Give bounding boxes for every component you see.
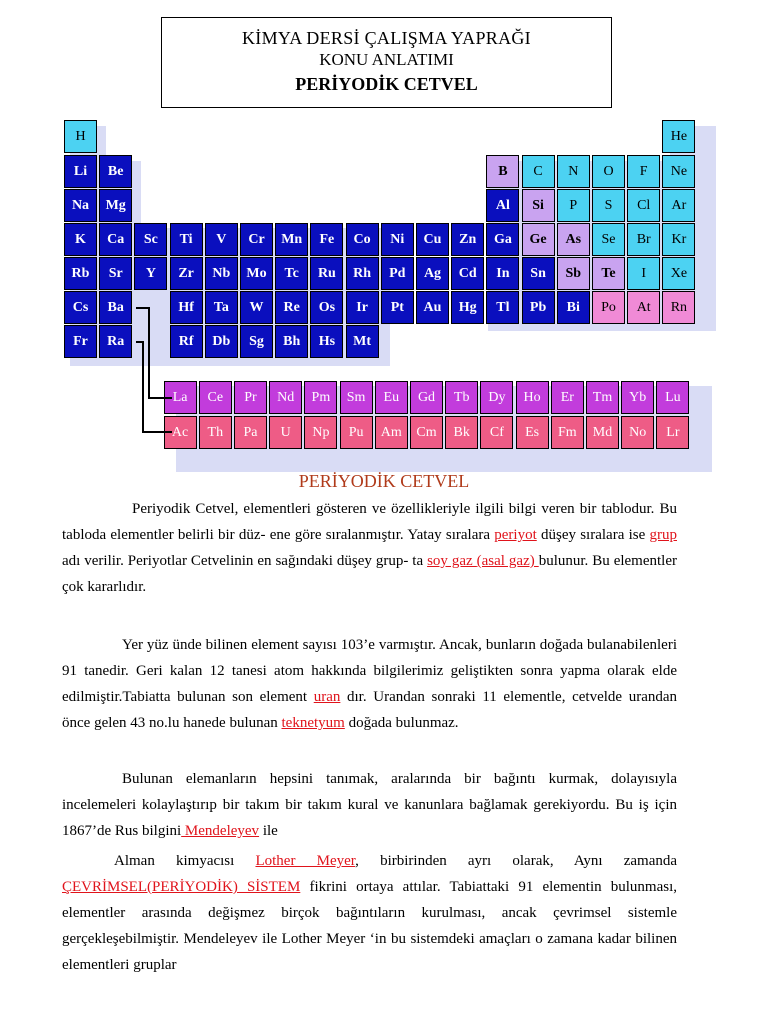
element-cell-kr: Kr (662, 223, 695, 256)
term-uran: uran (313, 689, 341, 705)
element-cell-th: Th (199, 416, 232, 449)
element-cell-cl: Cl (627, 189, 660, 222)
element-cell-hs: Hs (310, 325, 343, 358)
element-cell-n: N (557, 155, 590, 188)
p3-text-a: Bulunan elemanların hepsini tanımak, aralarında bir bağıntı kurmak, dolayısıyla incelemeleri kolaylaştırıp bir takım bir takım kural ve kanunlara bağlamak gerekiyordu. Bu iş için 1867’de Rus bilgini (62, 771, 677, 839)
element-cell-ne: Ne (662, 155, 695, 188)
element-cell-te: Te (592, 257, 625, 290)
element-cell-mo: Mo (240, 257, 273, 290)
element-cell-rf: Rf (170, 325, 203, 358)
element-cell-li: Li (64, 155, 97, 188)
element-cell-si: Si (522, 189, 555, 222)
p1-text-e: bulunur. Bu elementler çok kararlıdır. (62, 553, 677, 595)
element-cell-tb: Tb (445, 381, 478, 414)
element-cell-pu: Pu (340, 416, 373, 449)
element-cell-se: Se (592, 223, 625, 256)
term-cevrimsel-sistem: ÇEVRİMSEL(PERİYODİK) SİSTEM (62, 879, 301, 895)
p4-text-b: , birbirinden ayrı olarak, Aynı zamanda (355, 853, 678, 869)
element-cell-dy: Dy (480, 381, 513, 414)
term-soy-gaz: soy gaz (427, 553, 477, 569)
element-cell-b: B (486, 155, 519, 188)
element-cell-cr: Cr (240, 223, 273, 256)
element-cell-ta: Ta (205, 291, 238, 324)
element-cell-ga: Ga (486, 223, 519, 256)
element-cell-ac: Ac (164, 416, 197, 449)
element-cell-ru: Ru (310, 257, 343, 290)
element-cell-at: At (627, 291, 660, 324)
title-line-3: PERİYODİK CETVEL (295, 74, 478, 94)
element-cell-u: U (269, 416, 302, 449)
element-cell-lu: Lu (656, 381, 689, 414)
f-block-connector (142, 431, 172, 433)
element-cell-ge: Ge (522, 223, 555, 256)
element-cell-sc: Sc (134, 223, 167, 256)
element-cell-be: Be (99, 155, 132, 188)
element-cell-ir: Ir (346, 291, 379, 324)
term-lother-meyer: Lother Meyer (255, 853, 356, 869)
element-cell-pa: Pa (234, 416, 267, 449)
element-cell-au: Au (416, 291, 449, 324)
element-cell-co: Co (346, 223, 379, 256)
element-cell-np: Np (304, 416, 337, 449)
element-cell-pt: Pt (381, 291, 414, 324)
element-cell-sm: Sm (340, 381, 373, 414)
element-cell-sb: Sb (557, 257, 590, 290)
element-cell-lr: Lr (656, 416, 689, 449)
element-cell-po: Po (592, 291, 625, 324)
element-cell-tl: Tl (486, 291, 519, 324)
element-cell-eu: Eu (375, 381, 408, 414)
article-heading: PERİYODİK CETVEL (298, 471, 470, 491)
element-cell-db: Db (205, 325, 238, 358)
element-cell-ce: Ce (199, 381, 232, 414)
element-cell-zr: Zr (170, 257, 203, 290)
element-cell-sg: Sg (240, 325, 273, 358)
element-cell-cu: Cu (416, 223, 449, 256)
paragraph-4 (62, 848, 677, 978)
element-cell-rn: Rn (662, 291, 695, 324)
p2-text-b: dır. Urandan sonraki 11 elementle, cetvelde urandan önce gelen 43 no.lu hanede bulunan (62, 689, 678, 731)
paragraph-2 (62, 632, 677, 736)
element-cell-h: H (64, 120, 97, 153)
element-cell-la: La (164, 381, 197, 414)
element-cell-c: C (522, 155, 555, 188)
element-cell-ba: Ba (99, 291, 132, 324)
element-cell-br: Br (627, 223, 660, 256)
periodic-table (0, 0, 768, 480)
element-cell-na: Na (64, 189, 97, 222)
element-cell-xe: Xe (662, 257, 695, 290)
element-cell-ra: Ra (99, 325, 132, 358)
f-block-connector (148, 397, 172, 399)
term-grup: grup (649, 527, 677, 543)
element-cell-ti: Ti (170, 223, 203, 256)
element-cell-f: F (627, 155, 660, 188)
element-cell-pm: Pm (304, 381, 337, 414)
element-cell-pb: Pb (522, 291, 555, 324)
element-cell-ar: Ar (662, 189, 695, 222)
element-cell-in: In (486, 257, 519, 290)
element-cell-cf: Cf (480, 416, 513, 449)
element-cell-p: P (557, 189, 590, 222)
element-cell-es: Es (516, 416, 549, 449)
paragraph-1 (62, 496, 677, 600)
title-line-1: KİMYA DERSİ ÇALIŞMA YAPRAĞI (242, 28, 531, 48)
element-cell-gd: Gd (410, 381, 443, 414)
element-cell-i: I (627, 257, 660, 290)
element-cell-hg: Hg (451, 291, 484, 324)
element-cell-cd: Cd (451, 257, 484, 290)
element-cell-nb: Nb (205, 257, 238, 290)
element-cell-y: Y (134, 257, 167, 290)
element-cell-no: No (621, 416, 654, 449)
element-cell-bh: Bh (275, 325, 308, 358)
element-cell-mn: Mn (275, 223, 308, 256)
p1-text-a: Periyodik Cetvel, elementleri gösteren ve özellikleriyle ilgili bilgi veren bir tablodur. Bu tabloda elementler belirli bir düz- ene göre sıralanmıştır. Yatay sıralara (62, 501, 677, 543)
element-cell-as: As (557, 223, 590, 256)
element-cell-s: S (592, 189, 625, 222)
element-cell-cs: Cs (64, 291, 97, 324)
p1-text-c: adı verilir. Periyotlar Cetvelinin en sağındaki düşey grup- ta (62, 553, 428, 569)
element-cell-bi: Bi (557, 291, 590, 324)
element-cell-rb: Rb (64, 257, 97, 290)
element-cell-mt: Mt (346, 325, 379, 358)
element-cell-mg: Mg (99, 189, 132, 222)
p2-text-c: doğada bulunmaz. (344, 715, 459, 731)
element-cell-tm: Tm (586, 381, 619, 414)
element-cell-w: W (240, 291, 273, 324)
element-cell-v: V (205, 223, 238, 256)
element-cell-er: Er (551, 381, 584, 414)
element-cell-zn: Zn (451, 223, 484, 256)
term-teknetyum: teknetyum (281, 715, 345, 731)
p1-text-b: düşey sıralara ise (536, 527, 650, 543)
element-cell-he: He (662, 120, 695, 153)
element-cell-nd: Nd (269, 381, 302, 414)
element-cell-pd: Pd (381, 257, 414, 290)
term-periyot: periyot (494, 527, 537, 543)
element-cell-yb: Yb (621, 381, 654, 414)
element-cell-o: O (592, 155, 625, 188)
f-block-connector (142, 341, 144, 433)
element-cell-al: Al (486, 189, 519, 222)
p4-text-c: fikrini ortaya attılar. Tabiattaki 91 elementin bulunması, elementler arasında değişmez birçok bağıntıların kurulması, ancak çevrimsel sistemle gerçekleşebilmiştir. Mendeleyev ile Lother Meyer ‘in bu sistemdeki amaçları o zamana kadar bilinen elementleri gruplar (62, 879, 677, 973)
element-cell-cm: Cm (410, 416, 443, 449)
element-cell-fe: Fe (310, 223, 343, 256)
paragraph-3 (62, 766, 677, 844)
element-cell-hf: Hf (170, 291, 203, 324)
element-cell-sn: Sn (522, 257, 555, 290)
p4-text-a: Alman kimyacısı (114, 853, 256, 869)
f-block-connector (148, 307, 150, 399)
element-cell-k: K (64, 223, 97, 256)
element-cell-bk: Bk (445, 416, 478, 449)
p2-text-a: Yer yüz ünde bilinen element sayısı 103’e varmıştır. Ancak, bunların doğada bulanabilenleri 91 tanedir. Geri kalan 12 tanesi atom hakkında bilgilerimiz geliştikten sonra yapma olarak elde edilmiştir.Tabiatta bulunan son element (62, 637, 677, 705)
element-cell-tc: Tc (275, 257, 308, 290)
element-cell-ho: Ho (516, 381, 549, 414)
term-asal-gaz: (asal gaz) (476, 553, 539, 569)
element-cell-pr: Pr (234, 381, 267, 414)
element-cell-re: Re (275, 291, 308, 324)
title-line-2: KONU ANLATIMI (319, 50, 454, 69)
element-cell-ni: Ni (381, 223, 414, 256)
element-cell-sr: Sr (99, 257, 132, 290)
element-cell-fm: Fm (551, 416, 584, 449)
element-cell-ag: Ag (416, 257, 449, 290)
element-cell-os: Os (310, 291, 343, 324)
element-cell-ca: Ca (99, 223, 132, 256)
element-cell-am: Am (375, 416, 408, 449)
term-mendeleyev: Mendeleyev (181, 823, 260, 839)
element-cell-rh: Rh (346, 257, 379, 290)
element-cell-fr: Fr (64, 325, 97, 358)
p3-text-b: ile (259, 823, 278, 839)
element-cell-md: Md (586, 416, 619, 449)
